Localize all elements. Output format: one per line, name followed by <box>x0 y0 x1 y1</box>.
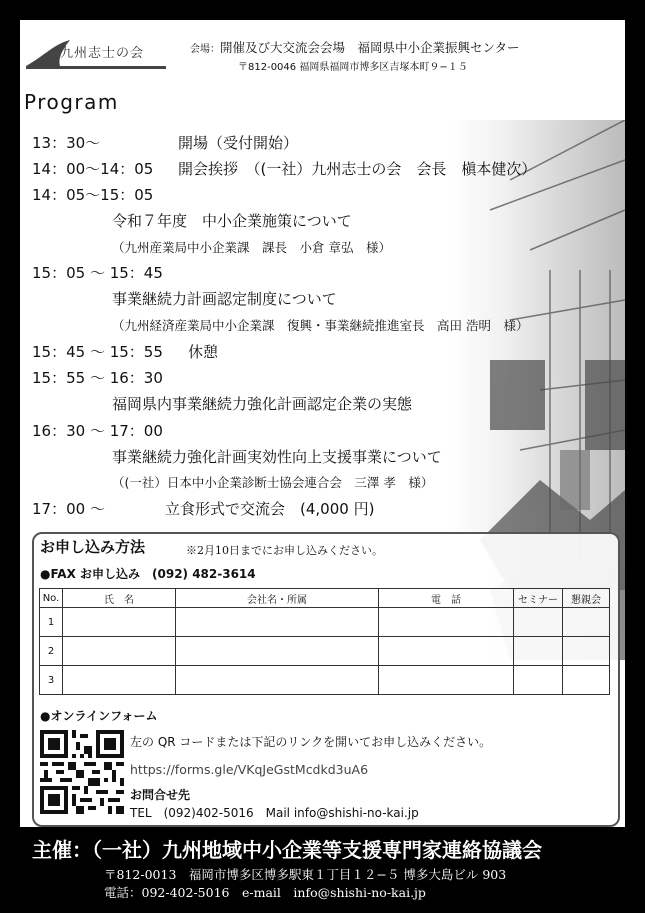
row-number: 3 <box>40 666 63 695</box>
schedule-session-title: 事業継続力計画認定制度について <box>112 290 337 308</box>
schedule-time: 16：30 〜 17：00 <box>32 422 163 440</box>
online-form-title: ●オンラインフォーム <box>40 709 158 723</box>
schedule-time: 13：30〜 <box>32 134 101 152</box>
schedule-time: 14：05〜15：05 <box>32 186 154 204</box>
seminar-cell[interactable] <box>514 608 563 637</box>
venue-name: 開催及び大交流会会場 福岡県中小企業振興センター <box>220 40 520 55</box>
program-title: Program <box>24 90 119 114</box>
seminar-cell[interactable] <box>514 666 563 695</box>
schedule-text: 立食形式で交流会 (4,000 円) <box>165 500 375 518</box>
application-deadline-note: ※2月10日までにお申し込みください。 <box>186 544 383 557</box>
schedule-row <box>32 498 375 519</box>
schedule-row <box>32 158 537 179</box>
column-header: セミナー <box>514 589 563 608</box>
column-header: 電 話 <box>379 589 514 608</box>
company-cell[interactable] <box>176 637 379 666</box>
schedule-session-title: 福岡県内事業継続力強化計画認定企業の実態 <box>112 395 413 413</box>
online-form-instructions: 左の QR コードまたは下記のリンクを開いてお申し込みください。 <box>130 735 492 749</box>
venue-info <box>190 38 520 56</box>
schedule-time: 14：00〜14：05 <box>32 160 154 178</box>
phone-cell[interactable] <box>379 608 514 637</box>
flyer-sheet <box>20 20 625 827</box>
schedule-session-title: 令和７年度 中小企業施策について <box>112 212 352 230</box>
venue-address: 〒812-0046 福岡県福岡市博多区吉塚本町９−１５ <box>238 62 468 73</box>
reception-cell[interactable] <box>563 608 610 637</box>
contact-label: お問合せ先 <box>130 788 191 802</box>
phone-cell[interactable] <box>379 666 514 695</box>
application-form <box>32 532 620 827</box>
column-header: 氏 名 <box>63 589 176 608</box>
column-header: 懇親会 <box>563 589 610 608</box>
schedule-speaker: （九州経済産業局中小企業課 復興・事業継続推進室長 高田 浩明 様） <box>112 318 529 333</box>
reception-cell[interactable] <box>563 666 610 695</box>
schedule-speaker: （(一社）日本中小企業診断士協会連合会 三澤 孝 様） <box>112 475 434 490</box>
schedule-time: 17：00 〜 <box>32 500 105 518</box>
table-row <box>40 666 610 695</box>
schedule-session-title: 事業継続力強化計画実効性向上支援事業について <box>112 448 442 466</box>
schedule-speaker: （九州産業局中小企業課 課長 小倉 章弘 様） <box>112 240 391 255</box>
contact-info: TEL (092)402-5016 Mail info@shishi-no-kai.jp <box>130 806 419 820</box>
schedule-text: 開会挨拶 （(一社）九州志士の会 会長 槇本健次） <box>178 160 537 178</box>
table-row <box>40 608 610 637</box>
schedule-time: 15：55 〜 16：30 <box>32 369 163 387</box>
qr-code-icon[interactable] <box>40 730 124 814</box>
column-header: 会社名・所属 <box>176 589 379 608</box>
registration-table <box>39 588 610 695</box>
column-header: No. <box>40 589 63 608</box>
name-cell[interactable] <box>63 608 176 637</box>
venue-label: 会場： <box>190 44 220 55</box>
schedule-time: 15：45 〜 15：55 <box>32 343 163 361</box>
organizer-name: 主催：（一社）九州地域中小企業等支援専門家連絡協議会 <box>32 838 542 862</box>
row-number: 1 <box>40 608 63 637</box>
schedule-text: 休憩 <box>188 343 219 361</box>
name-cell[interactable] <box>63 666 176 695</box>
schedule-time: 15：05 〜 15：45 <box>32 264 163 282</box>
organizer-contact: 電話：092-402-5016 e-mail info@shishi-no-kai.jp <box>104 885 426 900</box>
logo-text: 九州志士の会 <box>60 46 145 61</box>
row-number: 2 <box>40 637 63 666</box>
company-cell[interactable] <box>176 666 379 695</box>
schedule-row <box>32 341 219 362</box>
phone-cell[interactable] <box>379 637 514 666</box>
application-title: お申し込み方法 <box>40 538 146 556</box>
schedule-text: 開場（受付開始） <box>178 134 299 152</box>
seminar-cell[interactable] <box>514 637 563 666</box>
name-cell[interactable] <box>63 637 176 666</box>
table-row <box>40 637 610 666</box>
organizer-address: 〒812-0013 福岡市博多区博多駅東１丁目１２−５ 博多大島ビル 903 <box>104 867 507 882</box>
reception-cell[interactable] <box>563 637 610 666</box>
fax-application-line: ●FAX お申し込み (092) 482-3614 <box>40 567 256 581</box>
online-form-link[interactable]: https://forms.gle/VKqJeGstMcdkd3uA6 <box>130 762 369 777</box>
table-header-row <box>40 589 610 608</box>
organization-logo <box>24 36 168 70</box>
company-cell[interactable] <box>176 608 379 637</box>
schedule-row <box>32 132 299 153</box>
